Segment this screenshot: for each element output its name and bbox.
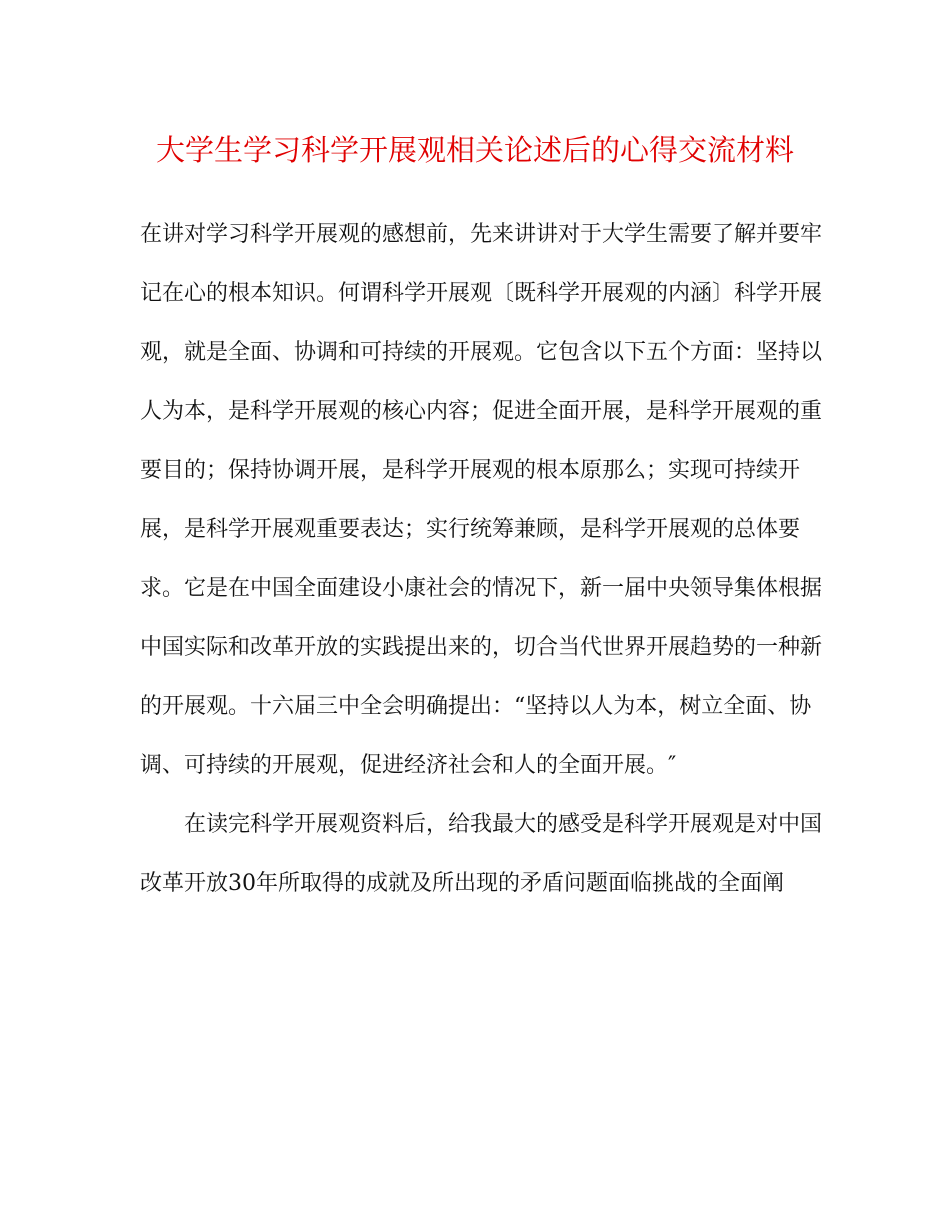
text-line: 观，就是全面、协调和可持续的开展观。它包含以下五个方面：坚持以 [140,340,823,365]
document-title: 大学生学习科学开展观相关论述后的心得交流材料 [155,133,794,167]
text-line: 在讲对学习科学开展观的感想前，先来讲讲对于大学生需要了解并要牢 [140,222,823,247]
document-body [140,205,823,913]
text-line: 的开展观。十六届三中全会明确提出：“坚持以人为本，树立全面、协 [140,694,812,719]
text-line: 调、可持续的开展观，促进经济社会和人的全面开展。″ [140,753,677,778]
paragraph-1 [140,205,823,795]
text-line: 展，是科学开展观重要表达；实行统筹兼顾，是科学开展观的总体要 [140,517,801,542]
text-line: 要目的；保持协调开展，是科学开展观的根本原那么；实现可持续开 [140,458,801,483]
text-line: 改革开放30年所取得的成就及所出现的矛盾问题面临挑战的全面阐 [140,871,784,896]
text-line: 人为本，是科学开展观的核心内容；促进全面开展，是科学开展观的重 [140,399,823,424]
text-line: 求。它是在中国全面建设小康社会的情况下，新一届中央领导集体根据 [140,576,823,601]
text-line: 中国实际和改革开放的实践提出来的，切合当代世界开展趋势的一种新 [140,635,823,660]
paragraph-2 [140,795,823,913]
text-line: 在读完科学开展观资料后，给我最大的感受是科学开展观是对中国 [184,812,823,837]
text-line: 记在心的根本知识。何谓科学开展观〔既科学开展观的内涵〕科学开展 [140,281,823,306]
